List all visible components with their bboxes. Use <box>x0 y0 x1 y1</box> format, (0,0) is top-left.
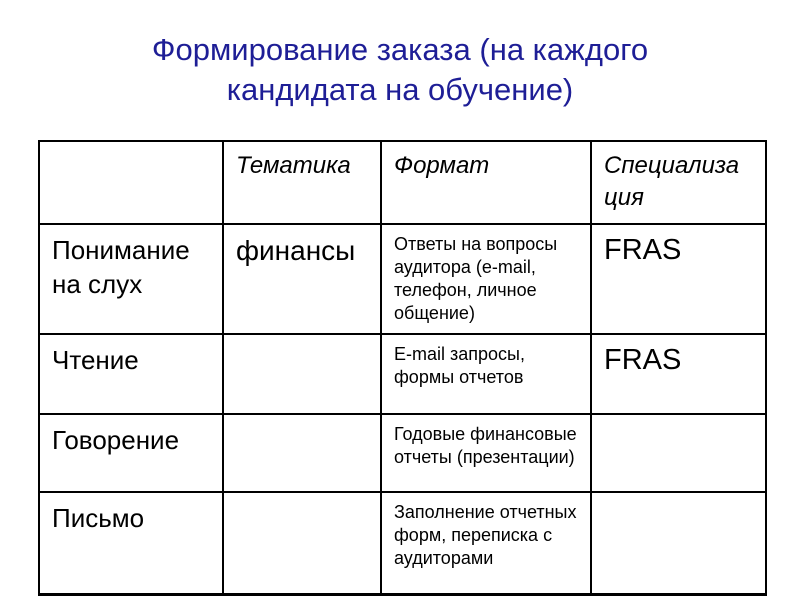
slide-title: Формирование заказа (на каждого кандидата на обучение) <box>151 32 649 108</box>
table-row-writing <box>39 492 766 595</box>
format-cell: E-mail запросы, формы отчетов <box>381 334 591 414</box>
format-cell: Ответы на вопросы аудитора (e-mail, телефон, личное общение) <box>381 224 591 334</box>
table-row-speaking <box>39 414 766 492</box>
skill-cell: Письмо <box>39 492 223 595</box>
skill-cell: Говорение <box>39 414 223 492</box>
format-cell: Заполнение отчетных форм, переписка с аудиторами <box>381 492 591 595</box>
table-row-reading <box>39 334 766 414</box>
specialization-cell: FRAS <box>591 334 766 414</box>
topic-cell <box>223 414 381 492</box>
header-format: Формат <box>381 141 591 224</box>
specialization-cell <box>591 414 766 492</box>
topic-cell: финансы <box>223 224 381 334</box>
header-row <box>39 141 766 224</box>
specialization-cell <box>591 492 766 595</box>
header-empty <box>39 141 223 224</box>
header-topic: Тематика <box>223 141 381 224</box>
header-specialization <box>591 141 766 224</box>
table-row-listening <box>39 224 766 334</box>
order-table <box>38 140 767 596</box>
topic-cell <box>223 492 381 595</box>
skill-cell: Понимание на слух <box>39 224 223 334</box>
format-cell: Годовые финансовые отчеты (презентации) <box>381 414 591 492</box>
topic-cell <box>223 334 381 414</box>
specialization-cell: FRAS <box>591 224 766 334</box>
header-specialization-label: Специализация <box>604 152 740 212</box>
skill-cell: Чтение <box>39 334 223 414</box>
